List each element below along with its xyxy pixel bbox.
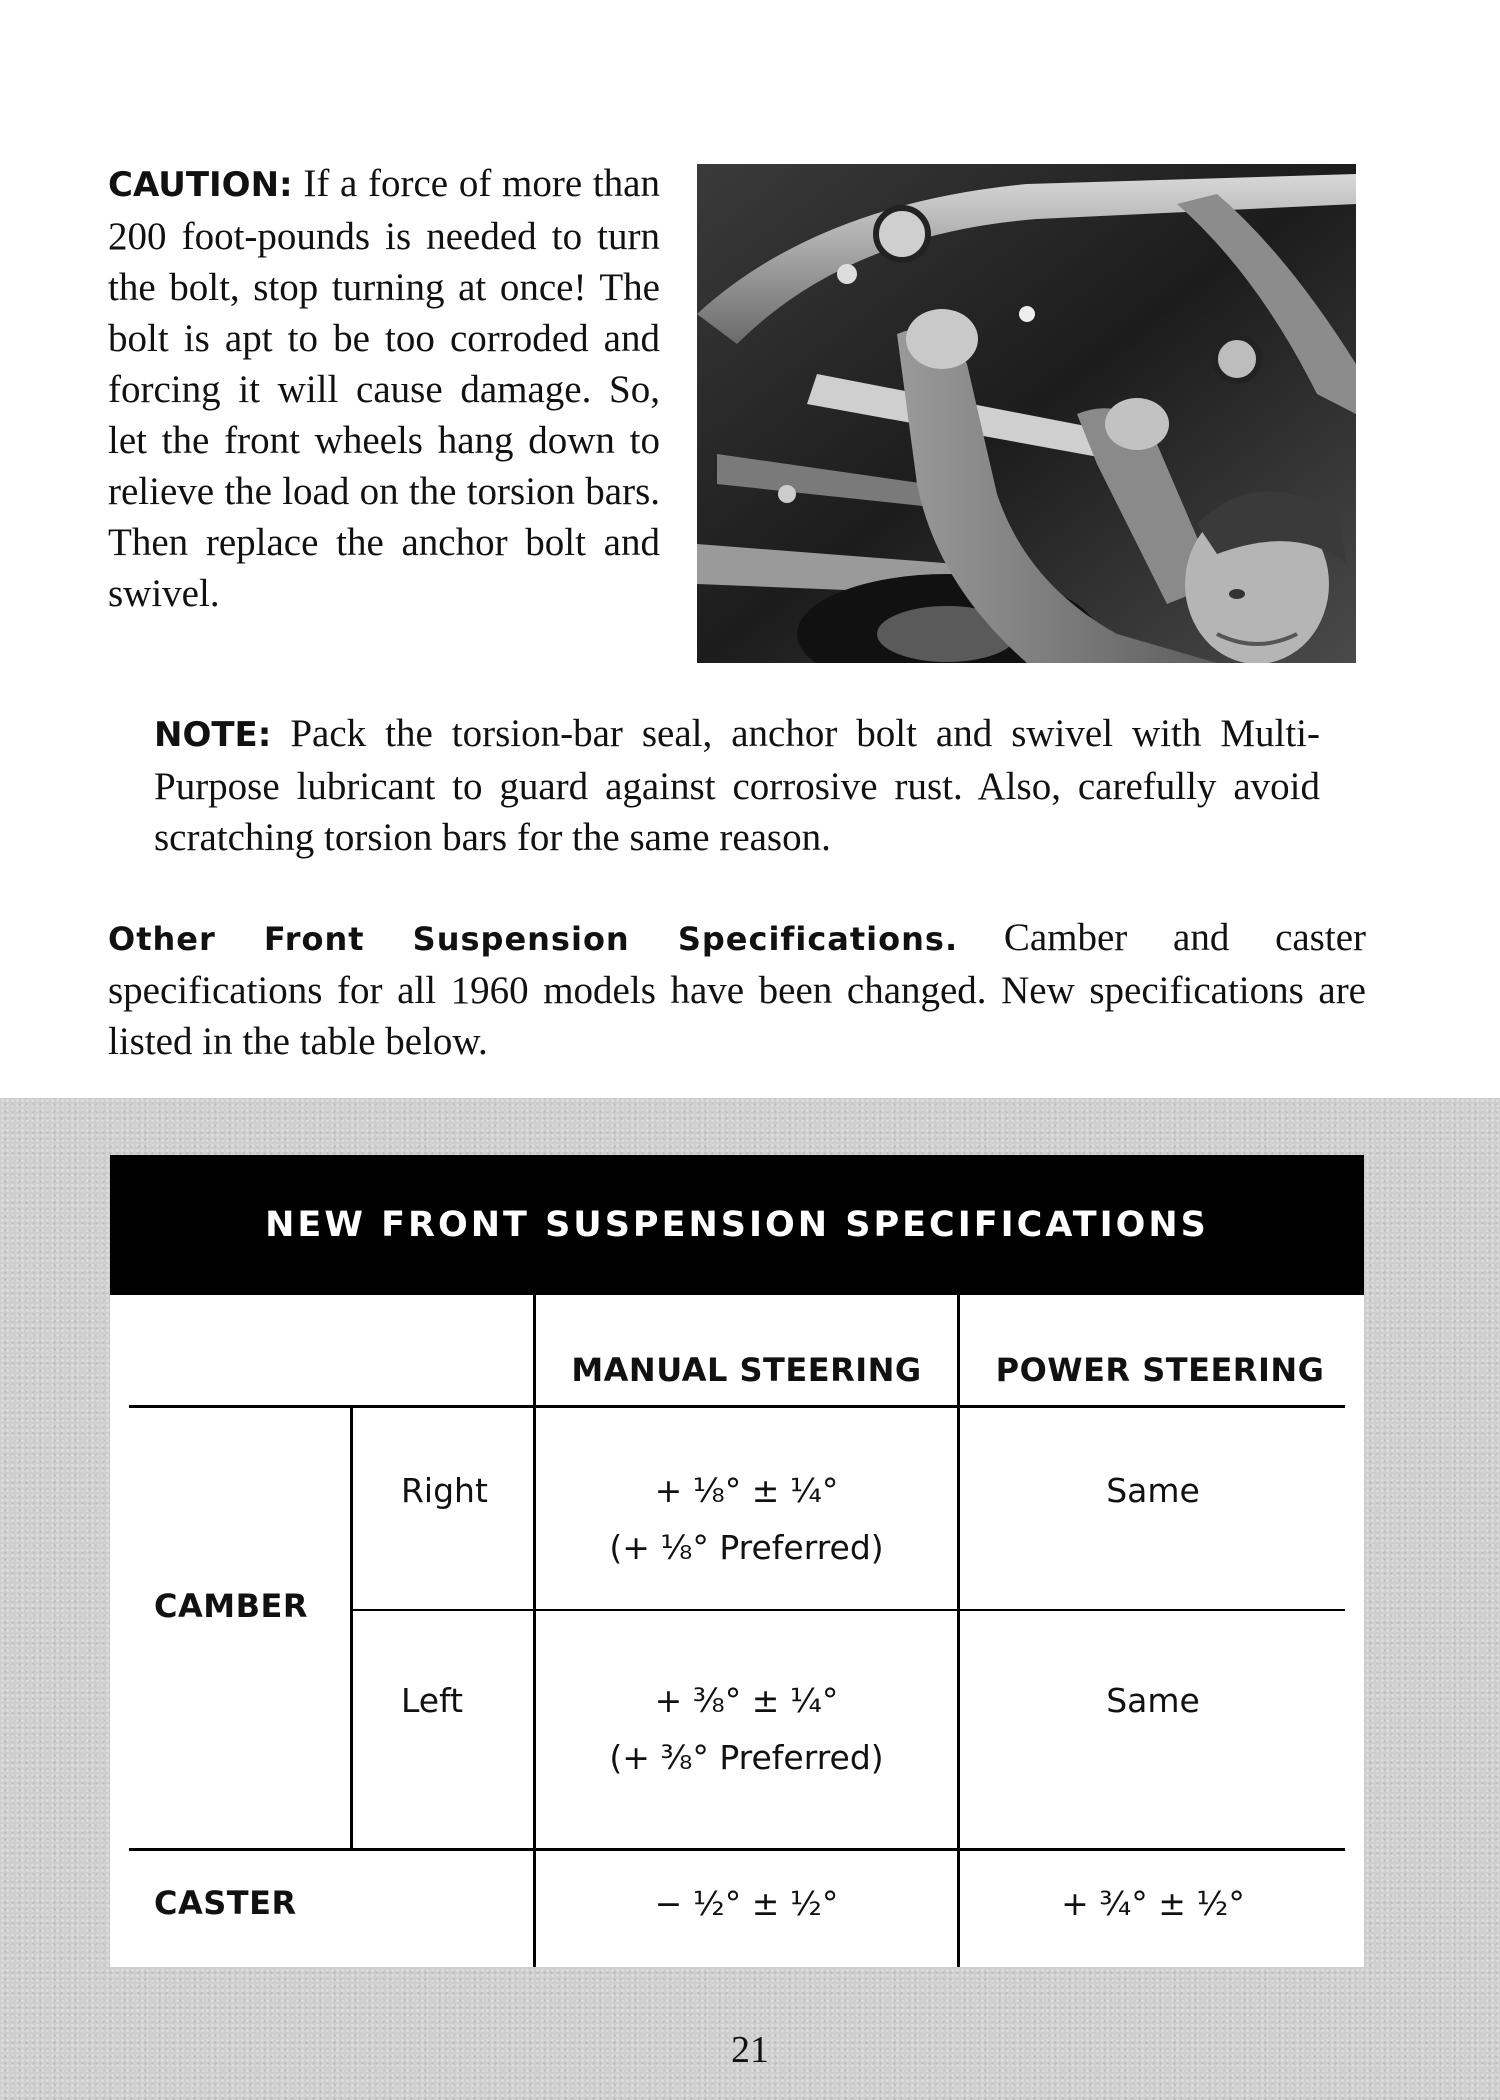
right-manual-value [536, 1471, 957, 1567]
left-manual-spec: + ⅜° ± ¼° [654, 1681, 839, 1720]
other-specs-paragraph [108, 912, 1366, 1067]
col-header-manual: MANUAL STEERING [571, 1351, 922, 1389]
caster-label: CASTER [154, 1884, 297, 1922]
note-text: Pack the torsion-bar seal, anchor bolt and swivel with Multi-Purpose lubricant to guard against corrosive rust. Also, carefully avoid scratching torsion bars for the same reason. [154, 712, 1320, 859]
right-power-value: Same [1106, 1471, 1200, 1510]
caster-power-value: + ¾° ± ½° [1061, 1884, 1245, 1923]
note-label: NOTE: [154, 715, 272, 755]
caution-text: If a force of more than 200 foot-pounds is needed to turn the bolt, stop turning at once! The bolt is apt to be too corroded and forcing it will cause damage. So, let the front wheels hang down to relieve the load on the torsion bars. Then replace the anchor bolt and swivel. [108, 162, 660, 615]
other-specs-label: Other Front Suspension Specifications. [108, 920, 959, 958]
caution-paragraph [108, 158, 660, 619]
col-header-power: POWER STEERING [995, 1351, 1325, 1389]
left-manual-value [536, 1681, 957, 1777]
caster-row-divider [129, 1848, 1345, 1851]
caster-manual-value: − ½° ± ½° [654, 1884, 839, 1923]
page-number: 21 [731, 2029, 769, 2071]
mechanic-photo [697, 164, 1356, 663]
camber-label: CAMBER [154, 1587, 308, 1625]
header-row-divider [129, 1405, 1345, 1408]
left-power-value: Same [1106, 1681, 1200, 1720]
col-divider-1 [533, 1295, 536, 1967]
table-title: NEW FRONT SUSPENSION SPECIFICATIONS [110, 1155, 1364, 1295]
left-manual-preferred: (+ ⅜° Preferred) [609, 1738, 884, 1777]
note-paragraph [154, 708, 1320, 863]
other-specs-text: Camber and caster specifications for all 1960 models have been changed. New specifications are listed in the table below. [108, 916, 1366, 1063]
right-manual-preferred: (+ ⅛° Preferred) [609, 1528, 884, 1567]
right-label: Right [401, 1471, 488, 1510]
left-label: Left [401, 1681, 464, 1720]
camber-row-divider [350, 1609, 1345, 1611]
col-divider-2 [957, 1295, 960, 1967]
caution-label: CAUTION: [108, 165, 293, 205]
right-manual-spec: + ⅛° ± ¼° [654, 1471, 839, 1510]
specifications-table [110, 1155, 1364, 1967]
sub-col-divider [350, 1406, 353, 1848]
